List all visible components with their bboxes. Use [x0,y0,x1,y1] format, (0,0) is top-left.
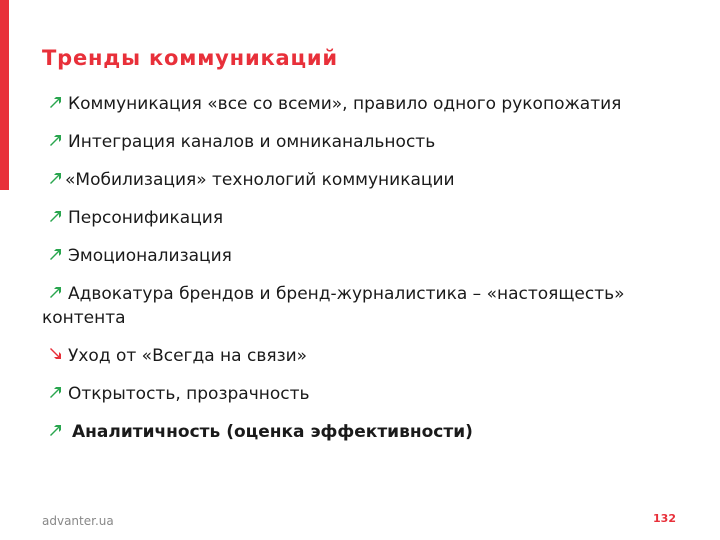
trend-item-personification [42,206,682,230]
footer-site: advanter.ua [42,514,114,528]
accent-bar [0,0,9,190]
arrow-up-right-icon [48,208,64,224]
arrow-down-right-icon [48,346,64,362]
trend-item-brand-advocacy [42,282,682,330]
arrow-up-right-icon [48,284,64,300]
trend-item-label: Персонификация [68,208,224,228]
trend-item-label: Адвокатура брендов и бренд-журналистика – «настоящесть» контента [42,284,625,328]
trend-item-label: Аналитичность (оценка эффективности) [72,422,473,442]
trend-item-label: Открытость, прозрачность [68,384,310,404]
trend-item-omnichannel [42,130,682,154]
arrow-up-right-icon [48,132,64,148]
arrow-up-right-icon [48,422,64,438]
slide-title: Тренды коммуникаций [42,46,338,70]
trend-item-label: «Мобилизация» технологий коммуникации [65,170,455,190]
trend-item-always-on [42,344,682,368]
arrow-up-right-icon [48,170,64,186]
trend-item-label: Уход от «Всегда на связи» [68,346,308,366]
arrow-up-right-icon [48,94,64,110]
page-number: 132 [653,512,676,525]
arrow-up-right-icon [48,246,64,262]
trend-item-transparency [42,382,682,406]
trend-item-analytics [42,420,682,444]
trend-item-label: Эмоционализация [68,246,232,266]
arrow-up-right-icon [48,384,64,400]
trend-item-mobilization [42,168,682,192]
trend-list [42,92,682,444]
trend-item-emotionalization [42,244,682,268]
trend-item-communication [42,92,682,116]
trend-item-label: Интеграция каналов и омниканальность [68,132,436,152]
trend-item-label: Коммуникация «все со всеми», правило одного рукопожатия [68,94,622,114]
